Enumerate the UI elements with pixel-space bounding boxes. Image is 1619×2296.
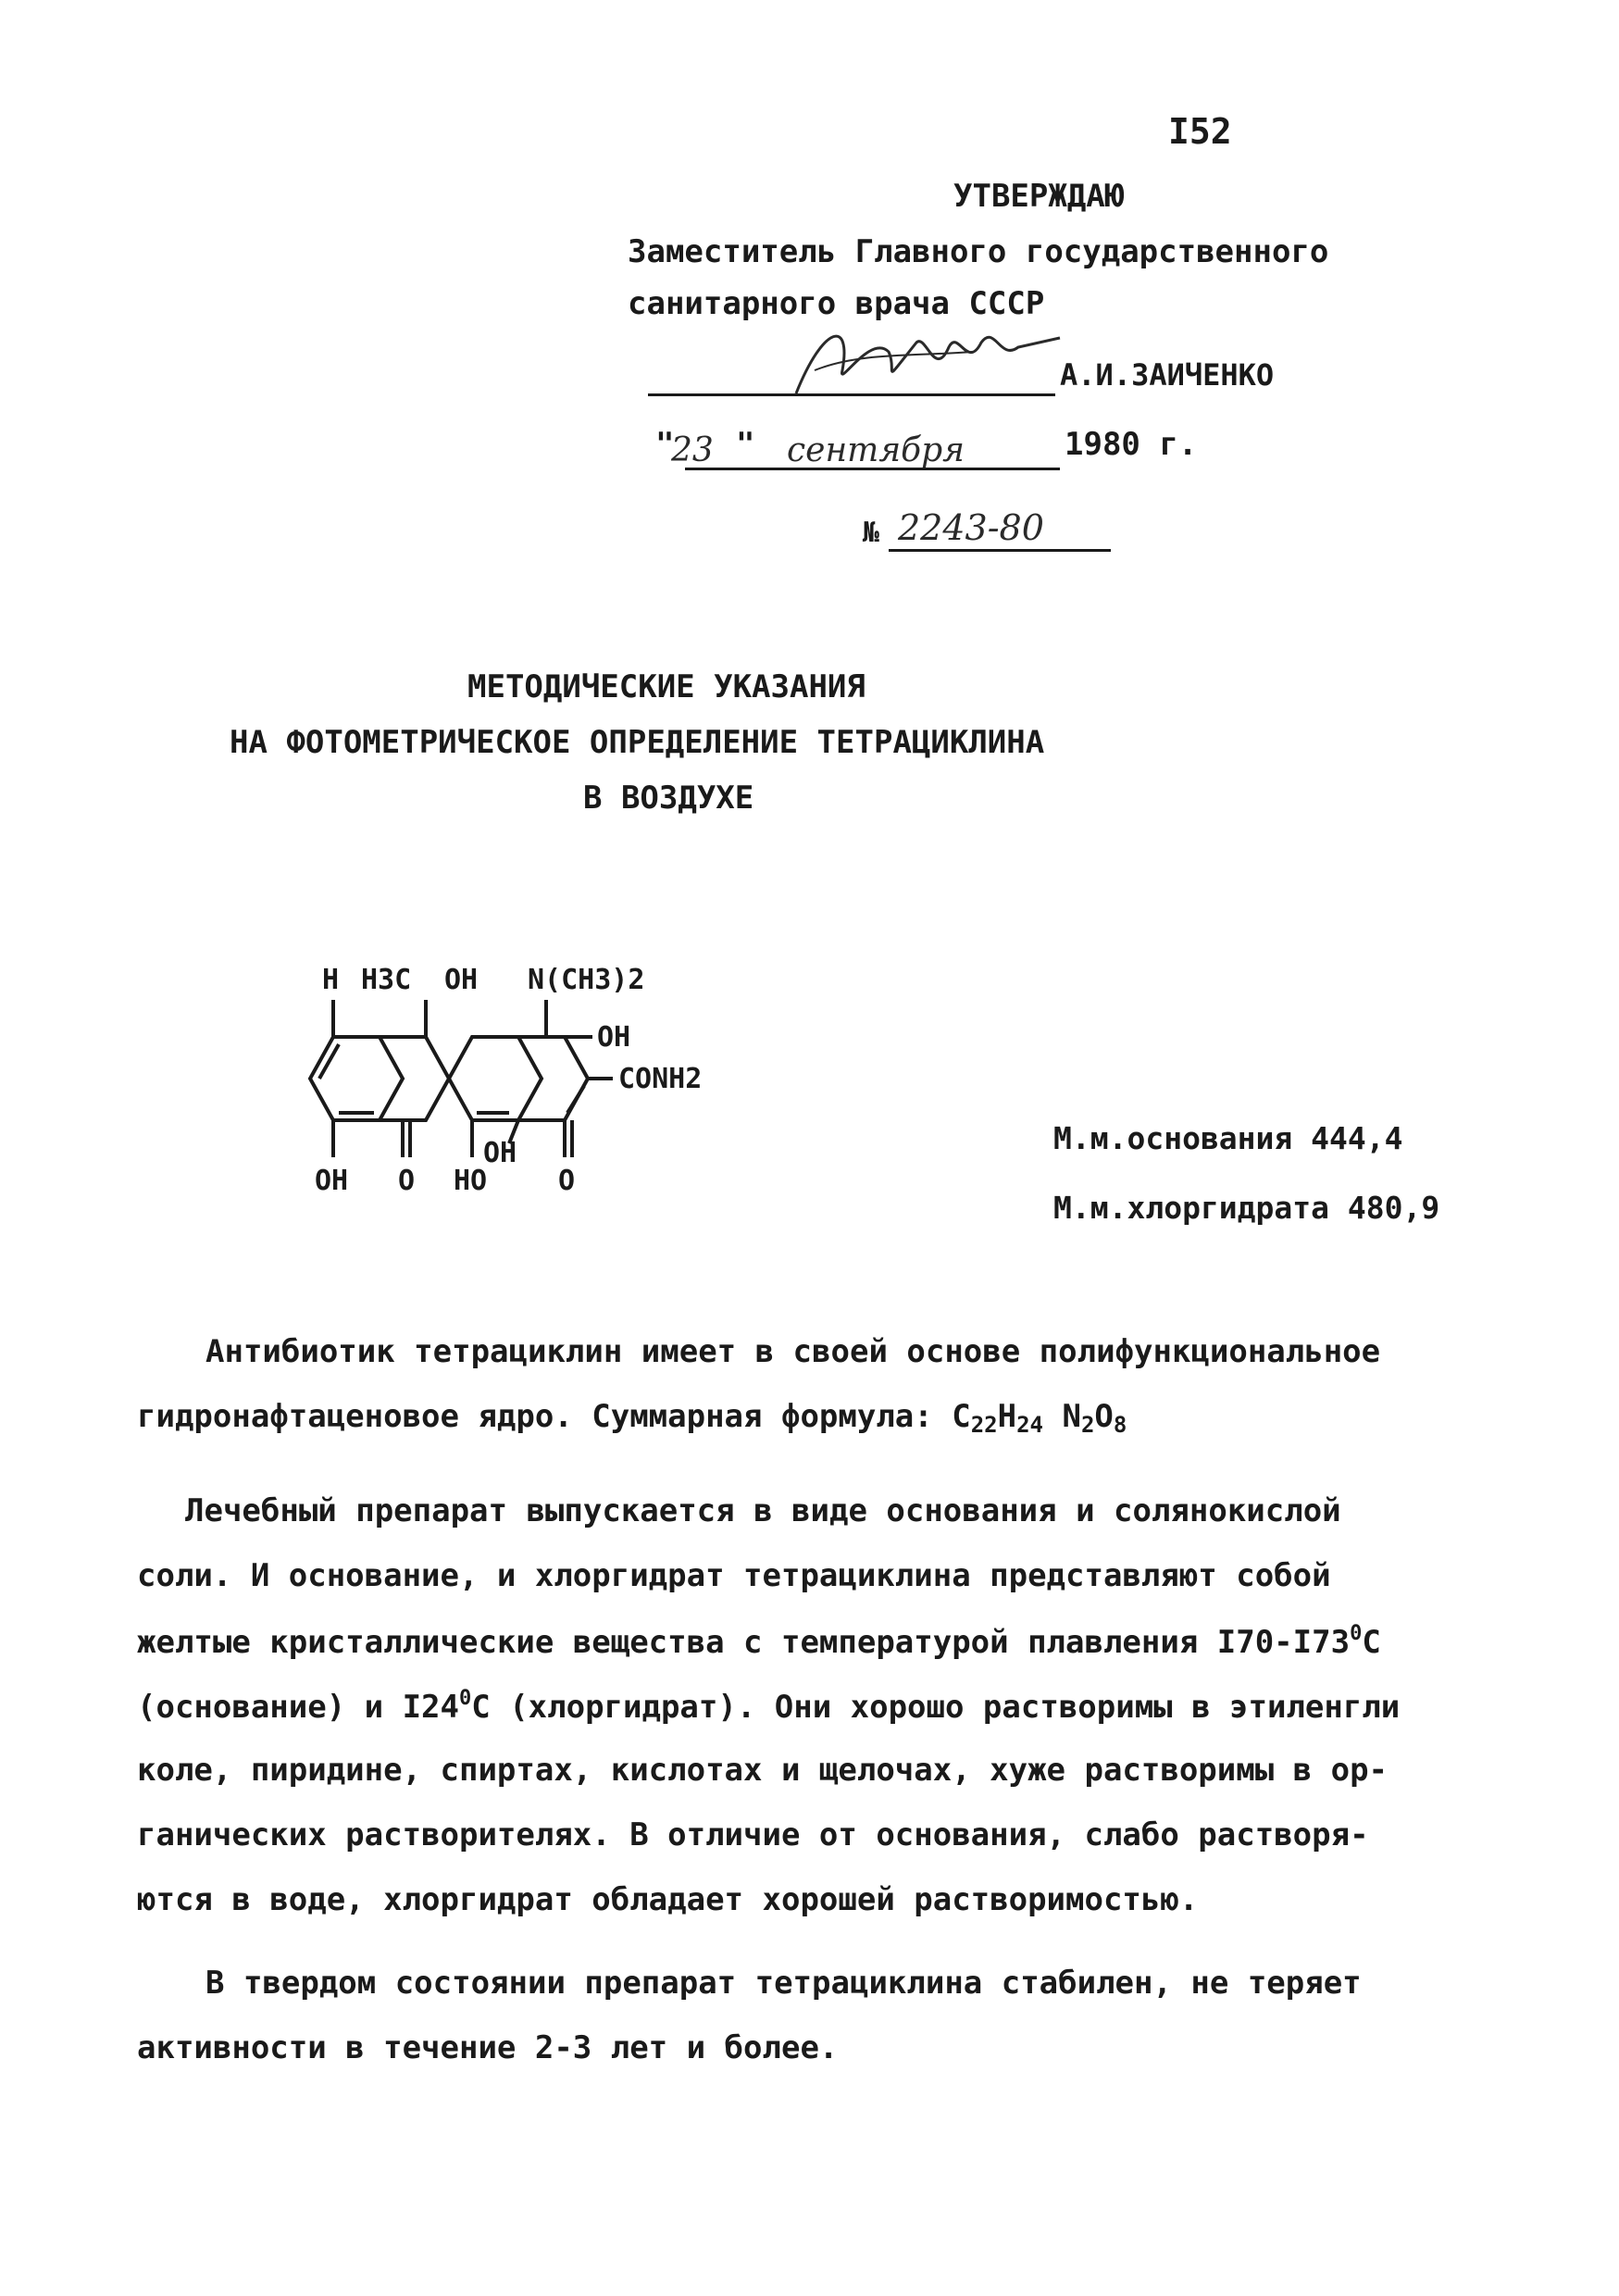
label-oh-center: OH — [483, 1137, 517, 1169]
paragraph-1-line-2 — [137, 1398, 1127, 1438]
label-o-1: O — [398, 1165, 416, 1197]
label-ho: HO — [454, 1165, 488, 1197]
molecular-weight-hydrochloride: М.м.хлоргидрата 480,9 — [1053, 1190, 1440, 1226]
label-oh-bottom-left: OH — [315, 1165, 349, 1197]
paragraph-2-line-2: соли. И основание, и хлоргидрат тетрациклина представляют собой — [137, 1557, 1331, 1594]
paragraph-1-text: гидронафтаценовое ядро. Суммарная формула: — [137, 1398, 953, 1435]
tetracycline-structural-formula — [278, 944, 861, 1241]
summary-formula: $C_{22}H_{24}$ $N_2O_8$ — [952, 1398, 1127, 1438]
label-dimethylamino: N(CH3)2 — [528, 964, 645, 996]
date-month: сентября — [787, 431, 965, 469]
paragraph-2-line-1: Лечебный препарат выпускается в виде основания и солянокислой — [185, 1492, 1341, 1529]
document-title-line-3: В ВОЗДУХЕ — [583, 780, 754, 817]
paragraph-3-line-2: активности в течение 2-3 лет и более. — [137, 2029, 839, 2066]
label-h3c: H3C — [361, 964, 412, 996]
molecular-weight-base: М.м.основания 444,4 — [1053, 1120, 1403, 1156]
paragraph-3-line-1: В твердом состоянии препарат тетрациклина стабилен, не теряет — [205, 1965, 1362, 2002]
approval-position-line-2: санитарного врача СССР — [628, 285, 1045, 322]
date-open-quote: " — [655, 426, 675, 463]
label-h: H — [322, 964, 340, 996]
registration-underline — [889, 549, 1111, 552]
date-close-quote: " — [736, 426, 755, 463]
date-day: 23 — [671, 431, 714, 469]
registration-number-mark: № — [863, 517, 880, 549]
date-underline — [685, 468, 1060, 470]
paragraph-1-line-1: Антибиотик тетрациклин имеет в своей основе полифункциональное — [205, 1333, 1381, 1370]
signature-line — [648, 393, 1055, 396]
label-oh-top: OH — [444, 964, 479, 996]
paragraph-2-line-5: коле, пиридине, спиртах, кислотах и щелочах, хуже растворимы в ор- — [137, 1752, 1389, 1789]
document-title-line-1: МЕТОДИЧЕСКИЕ УКАЗАНИЯ — [467, 668, 866, 705]
page-number: I52 — [1168, 111, 1232, 152]
paragraph-2-line-6: ганических растворителях. В отличие от основания, слабо растворя- — [137, 1816, 1369, 1853]
registration-number: 2243-80 — [898, 507, 1044, 548]
paragraph-2-line-7: ются в воде, хлоргидрат обладает хорошей растворимостью. — [137, 1881, 1199, 1918]
label-conh2: CONH2 — [618, 1063, 703, 1095]
paragraph-2-line-3: желтые кристаллические вещества с температурой плавления $I70-I73^0С$ — [137, 1622, 1381, 1661]
label-oh-right: OH — [597, 1021, 631, 1054]
document-title-line-2: НА ФОТОМЕТРИЧЕСКОЕ ОПРЕДЕЛЕНИЕ ТЕТРАЦИКЛИНА — [230, 724, 1045, 761]
label-o-2: O — [558, 1165, 576, 1197]
ring-bonds — [310, 1000, 613, 1157]
approval-position-line: Заместитель Главного государственного — [628, 233, 1329, 270]
approval-heading: УТВЕРЖДАЮ — [953, 178, 1125, 215]
date-year: 1980 г. — [1065, 426, 1198, 463]
paragraph-2-line-4: (основание) и $I24^0С$ (хлоргидрат). Они хорошо растворимы в этиленгли — [137, 1687, 1401, 1726]
signer-name: А.И.ЗАИЧЕНКО — [1060, 357, 1275, 393]
